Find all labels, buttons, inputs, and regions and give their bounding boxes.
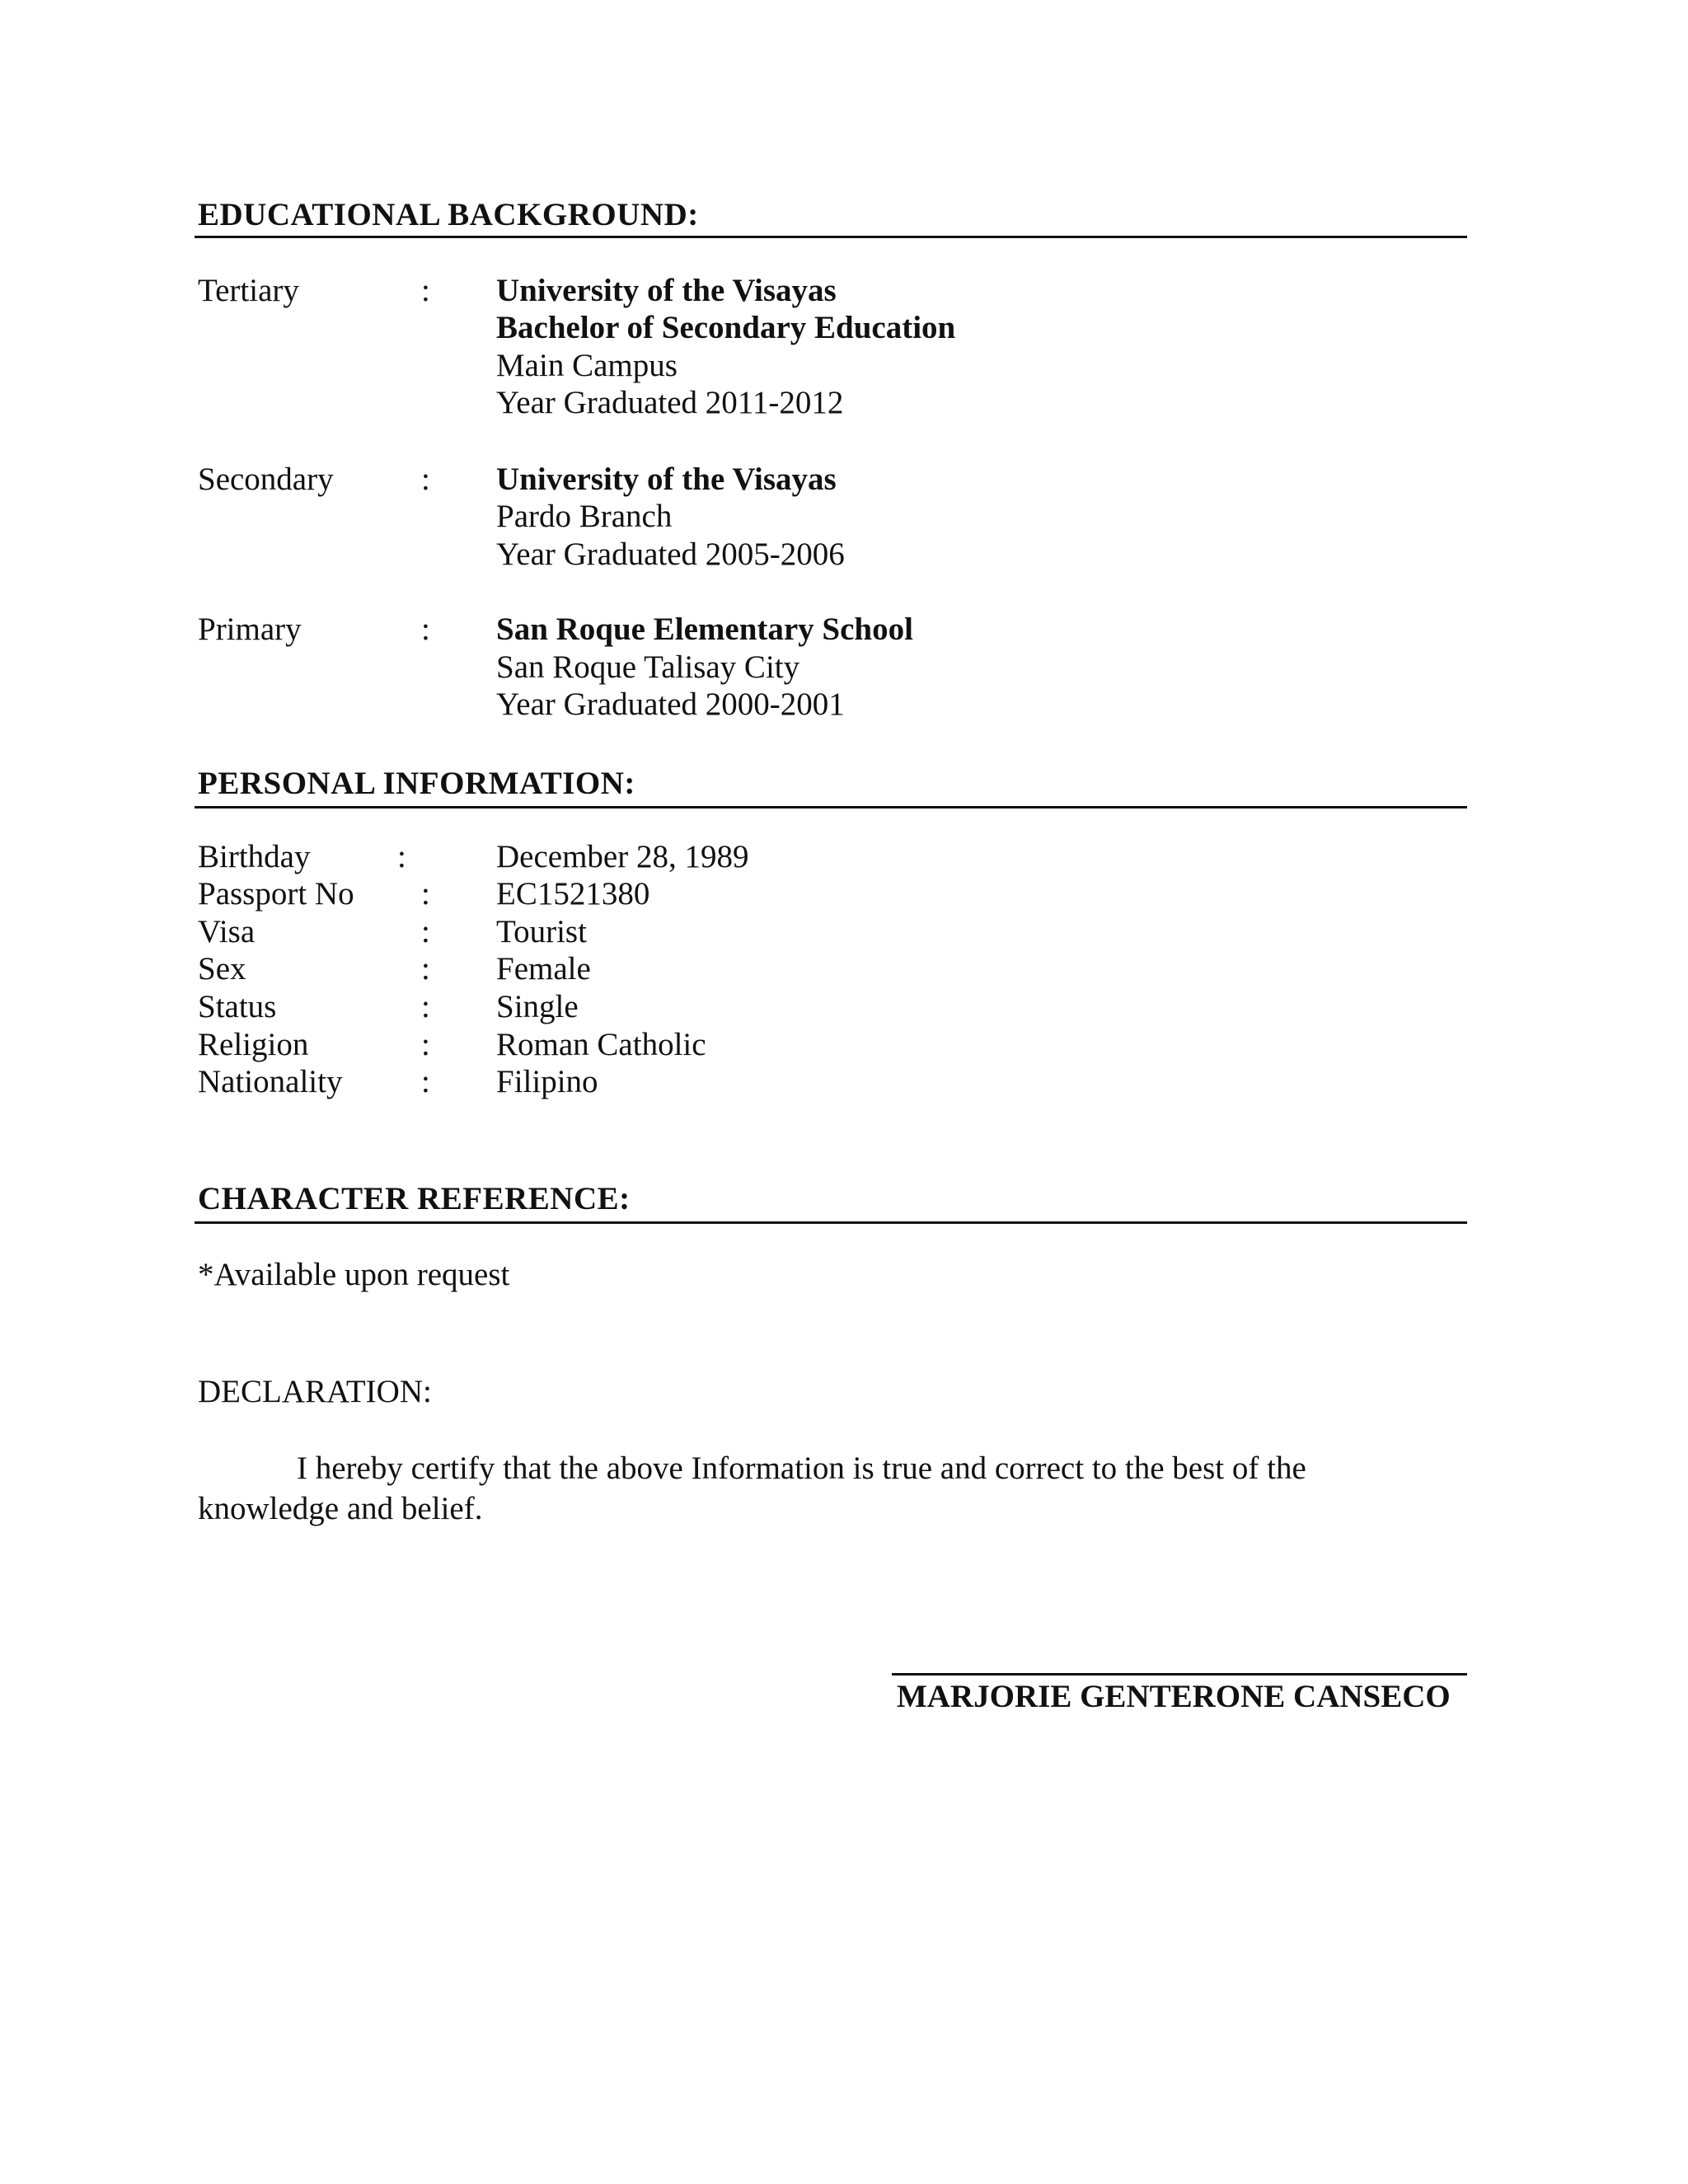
secondary-colon: : — [421, 462, 430, 497]
primary-year: Year Graduated 2000-2001 — [496, 687, 845, 722]
secondary-school: University of the Visayas — [496, 462, 837, 497]
personal-row-colon: : — [421, 989, 430, 1024]
tertiary-label: Tertiary — [198, 273, 299, 308]
character-reference-note: *Available upon request — [198, 1257, 510, 1292]
personal-row-value: EC1521380 — [496, 876, 650, 912]
personal-row-value: Roman Catholic — [496, 1027, 706, 1062]
personal-row-colon: : — [421, 1064, 430, 1099]
declaration-text — [198, 1448, 1352, 1529]
education-section-title: EDUCATIONAL BACKGROUND: — [198, 197, 699, 232]
personal-row-label: Nationality — [198, 1064, 343, 1099]
personal-row-label: Sex — [198, 951, 246, 987]
tertiary-school: University of the Visayas — [496, 273, 837, 308]
secondary-label: Secondary — [198, 462, 334, 497]
primary-school: San Roque Elementary School — [496, 612, 913, 647]
personal-row-label: Passport No — [198, 876, 354, 912]
personal-row-value: Filipino — [496, 1064, 598, 1099]
signature-line — [892, 1673, 1467, 1675]
tertiary-colon: : — [421, 273, 430, 308]
personal-row-value: Tourist — [496, 914, 587, 949]
signature-name: MARJORIE GENTERONE CANSECO — [897, 1679, 1451, 1714]
education-section-rule — [195, 236, 1467, 238]
tertiary-campus: Main Campus — [496, 348, 678, 383]
primary-campus: San Roque Talisay City — [496, 649, 800, 685]
personal-row-colon: : — [421, 951, 430, 987]
personal-row-label: Religion — [198, 1027, 309, 1062]
secondary-campus: Pardo Branch — [496, 499, 673, 534]
primary-label: Primary — [198, 612, 302, 647]
personal-row-value: December 28, 1989 — [496, 839, 749, 874]
personal-section-title: PERSONAL INFORMATION: — [198, 766, 635, 801]
character-reference-title: CHARACTER REFERENCE: — [198, 1181, 631, 1216]
primary-colon: : — [421, 612, 430, 647]
tertiary-course: Bachelor of Secondary Education — [496, 310, 956, 345]
tertiary-year: Year Graduated 2011-2012 — [496, 385, 844, 420]
personal-row-colon: : — [397, 839, 406, 874]
declaration-line-1: I hereby certify that the above Information is true and correct to the best of the — [297, 1451, 1306, 1486]
personal-row-value: Single — [496, 989, 579, 1024]
personal-row-label: Visa — [198, 914, 256, 949]
personal-row-label: Status — [198, 989, 277, 1024]
secondary-year: Year Graduated 2005-2006 — [496, 537, 845, 572]
personal-row-colon: : — [421, 1027, 430, 1062]
personal-row-colon: : — [421, 914, 430, 949]
personal-row-label: Birthday — [198, 839, 311, 874]
character-reference-rule — [195, 1221, 1467, 1224]
declaration-title: DECLARATION: — [198, 1374, 432, 1409]
declaration-line-2: knowledge and belief. — [198, 1491, 483, 1526]
personal-row-value: Female — [496, 951, 591, 987]
personal-row-colon: : — [421, 876, 430, 912]
personal-section-rule — [195, 806, 1467, 808]
